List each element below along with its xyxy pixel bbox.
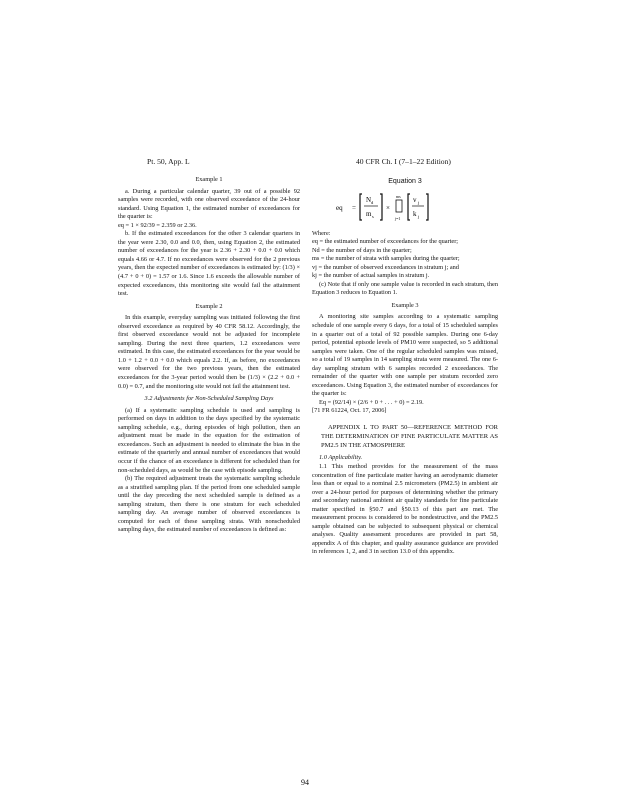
where-label: Where: [312,229,331,237]
running-header-right: 40 CFR Ch. I (7–1–22 Edition) [356,157,451,166]
equation-line-1: eq = 1 × 92/39 = 2.359 or 2.36. [118,221,197,229]
section-3-2-title: 3.2 Adjustments for Non-Scheduled Sampling Days [144,395,274,403]
example-1-paragraph-b: b. If the estimated exceedances for the other 3 calendar quarters in the year were 2.30, 0.0 and 0.0, then, using Equation 2, the estimated number of exceedances for the year is 2.36 + 2.30 + 0.0 + 0.0 which equals 4.66 or 4.7. If no exceedances were observed for the 2 previous years, then the expected number of exceedances is estimated by: (1/3) × (4.7 + 0 + 0) = 1.57 or 1.6. Since 1.6 exceeds the allowable number of expected exceedances, this monitoring site would fail the attainment test. [118,230,300,298]
section-1-1-paragraph: 1.1 This method provides for the measurement of the mass concentration of fine particulate matter having an aerodynamic diameter less than or equal to a nominal 2.5 micrometers (PM2.5) in ambient air over a 24-hour period for purposes of determining whether the primary and secondary national ambient air quality standards for fine particulate matter specified in §50.7 and §50.13 of this part are met. The measurement process is considered to be nondestructive, and the PM2.5 sample obtained can be subjected to subsequent physical or chemical analyses. Quality assessment procedures are provided in part 58, appendix A of this chapter, and quality assurance guidance are provided in references 1, 2, and 3 in section 13.0 of this appendix. [312,462,498,556]
example-3-paragraph: A monitoring site samples according to a systematic sampling schedule of one sample every 6 days, for a total of 15 scheduled samples in a quarter out of a total of 92 possible samples. During one 6-day period, potential episode levels of PM10 were suspected, so 5 additional samples were taken. One of the regular scheduled samples was missed, so a total of 19 samples in 14 sampling strata were measured. The one 6-day sampling stratum with 6 samples recorded 2 exceedances. The remainder of the quarter with one sample per stratum recorded zero exceedances. Using Equation 3, the estimated number of exceedances for the quarter is: [312,313,498,398]
formula-v-sub: j [418,199,420,205]
note-paragraph-c: (c) Note that if only one sample value is recorded in each stratum, then Equation 3 reduces to Equation 1. [312,280,498,297]
equation-3-title: Equation 3 [388,178,422,185]
formula-times: × [386,203,390,212]
definition-nd: Nd = the number of days in the quarter; [312,246,412,254]
formula-v: v [413,195,417,204]
formula-sum-bottom: j=1 [395,215,401,221]
example-1-title: Example 1 [195,176,223,183]
citation: [71 FR 61224, Oct. 17, 2006] [312,407,387,415]
example-3-title: Example 3 [391,301,419,309]
section-3-2-paragraph-b: (b) The required adjustment treats the systematic sampling schedule as a stratified sampling plan. If the period from one scheduled sample until the day preceding the next scheduled sample is defined as a sampling stratum, then there is one stratum for each scheduled sampling day. An average number of observed exceedances is computed for each of these sampling strata. With nonscheduled sampling days, the estimated number of exceedances is defined as: [118,475,300,534]
right-column [312,176,498,557]
running-header-left: Pt. 50, App. L [147,157,190,166]
equation-line-3: Eq = (92/14) × (2/6 + 0 + . . . + 0) = 2.19. [319,398,424,406]
formula-m: m [366,209,372,218]
section-3-2-paragraph-a: (a) If a systematic sampling schedule is used and sampling is performed on days in addition to the days specified by the systematic sampling schedule, e.g., during episodes of high pollution, then an adjustment must be made in the equation for the estimation of exceedances. Such an adjustment is needed to eliminate the bias in the estimate of the quarterly and annual number of exceedances that would occur if the chance of an exceedance is different for scheduled than for non-scheduled days, as would be the case with episode sampling. [118,406,300,474]
formula-k-sub: j [418,213,420,219]
definition-ms: ms = the number of strata with samples during the quarter; [312,255,460,263]
formula-sum-top: ms [396,193,401,199]
formula-lhs: eq [336,203,343,212]
section-1-0-heading: 1.0 Applicability. [319,454,363,462]
equation-3-formula [312,190,498,224]
example-2-title: Example 2 [195,302,223,310]
definition-eq: eq = the estimated number of exceedances for the quarter; [312,238,459,246]
definition-kj: kj = the number of actual samples in stratum j. [312,272,430,280]
formula-k: k [413,209,417,218]
formula-m-sub: s [372,213,374,219]
example-2-paragraph: In this example, everyday sampling was initiated following the first observed exceedance as required by 40 CFR 58.12. Accordingly, the first observed exceedance would not be adjusted for incomplete sampling. During the next three quarters, 1.2 exceedances were estimated. In this case, the estimated exceedances for the year would be 1.0 + 1.2 + 0.0 + 0.0 which equals 2.2. If, as before, no exceedances were observed for the two previous years, then the estimated exceedances for the 3-year period would then be (1/3) × (2.2 + 0.0 + 0.0) = 0.7, and the monitoring site would not fail the attainment test. [118,314,300,390]
formula-n-sub: d [371,199,374,205]
formula-equals: = [352,203,356,212]
appendix-l-title: APPENDIX L TO PART 50—REFERENCE METHOD FOR THE DETERMINATION OF FINE PARTICULATE MATTER AS PM2.5 IN THE ATMOSPHERE [321,424,498,449]
left-column [118,176,300,535]
page-number: 94 [301,778,309,787]
equation-3-graphic [312,190,498,224]
formula-n: N [366,195,372,204]
definition-vj: vj = the number of observed exceedances in stratum j; and [312,263,459,271]
example-1-paragraph-a: a. During a particular calendar quarter, 39 out of a possible 92 samples were recorded, with one observed exceedance of the 24-hour standard. Using Equation 1, the estimated number of exceedances for the quarter is: [118,187,300,221]
